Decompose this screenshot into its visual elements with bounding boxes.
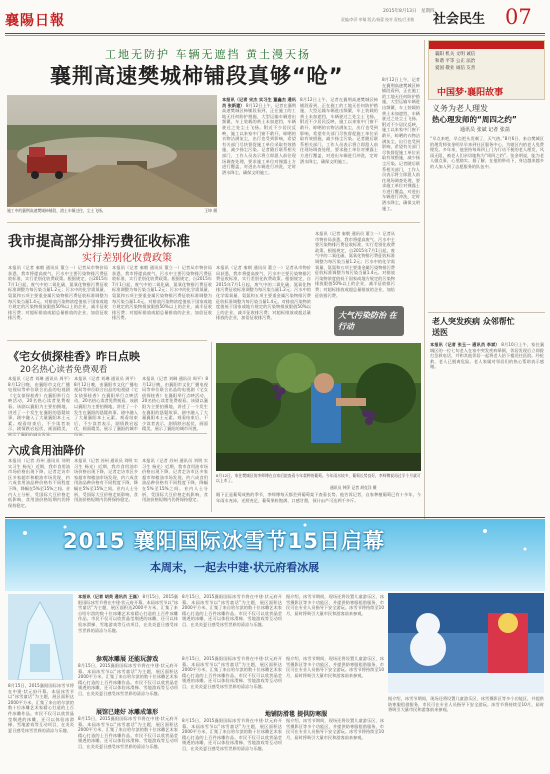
- oil-headline: 六成食用油降价: [8, 444, 85, 457]
- ice-body-col3c: 据介绍，冰雪节期间，现场还将设置儿童游乐区、冰雪摄影区等多个功能区，并提供防寒服租借服务，市民可在专业人员指导下安全游玩。冰雪节将持续至10月，届时将吸引大量市民和游客前来参观。: [286, 718, 384, 740]
- dusty-road-trucks-image: [7, 95, 217, 207]
- sidebar-ad: [428, 40, 545, 100]
- drama-body-col3: 本报讯（记者 刘琳 通讯员 周平）8月12日晚，由襄阳市文化广播电视局等单位联合出品的电视剧《宅女侦探桂香》在襄阳举行点映活动，20名热心读者免费观看。该剧以襄阳为主要拍摄地，讲述了一个发生在襄阳的悬疑故事，剧中融入了大量襄阳本土元素。观看结束后，不少读者表示，剧情跌宕起伏，画面精美，展示了襄阳的城市风貌。: [142, 376, 208, 432]
- ice-byline: 本报讯（记者 胡英 通讯员 王磊）: [78, 594, 142, 599]
- ice-body-col4: 据介绍，冰雪节期间，现场还将设置儿童游乐区、冰雪摄影区等多个功能区，并提供防寒服租借服务，市民可在专业人员指导下安全游玩。冰雪节将持续至10月，届时将吸引大量市民和游客前来参观。: [388, 696, 544, 713]
- lead-divider: [7, 222, 420, 223]
- column-rule-mid: [211, 342, 212, 512]
- oil-body-col1: 本报讯（记者 苏州 通讯员 刘明 实习生 杨光）近期，我市食用油市场价格出现下降，记者走访市区多家超市和粮油市场发现，约六成食用油品种价格有不同程度下降，降幅在5%至15%之间。业内人士分析，受国际大豆价格走低影响，食用油价格短期内仍将保持稳定。: [8, 458, 70, 508]
- fees-divider: [7, 340, 207, 341]
- ad-item: 襄阳 机关 文明 诚信: [435, 52, 476, 57]
- ice-headline: 2015 襄阳国际冰雪节15日启幕: [63, 529, 385, 553]
- lead-headline: 襄荆高速樊城柿铺段真够“呛”: [50, 64, 344, 88]
- lead-body-col1: [222, 97, 296, 217]
- ice-body-col2b: 8月15日，2015襄阳国际冰雪节将在中建·状元府开幕。本届冰雪节以“冰雪童话”为主题，展区面积达2000平方米，汇集了来自哈尔滨的数十位冰雕艺术家精心打造的上百件冰雕作品。市民不仅可以欣赏晶莹剔透的冰雕，还可以体验冰滑梯、雪地游戏等互动项目，在炎炎夏日感受冰雪世界的清凉与乐趣。: [182, 656, 282, 689]
- ice-festival-banner: [5, 519, 545, 591]
- lead-body-col2: 8月12日上午，记者在襄荆高速樊城区柿铺段看到，正在施工的工地无任何防护措施，大型运输车辆进出频繁，车上装载的黄土未加遮挡，车辆驶过之处尘土飞扬。附近不少居民反映，施工以来家中门窗不敢开，晾晒的衣物沾满灰尘，出行也受到影响，希望有关部门尽快督促施工单位采取有效措施，减少扬尘污染。记者随后联系相关部门，工作人员表示将立即派人前往现场调查处理，要求施工单位对裸露土方进行覆盖，对进出车辆进行冲洗，定时洒水降尘，确保文明施工。: [300, 97, 378, 164]
- ice-subhead: 本周末，一起去中建·状元府看冰展: [150, 561, 320, 574]
- grape-story-body: 眼下正是葡萄成熟的季节，李师傅每天都会到葡萄架下查看长势。他告诉记者，自家种植葡萄已有十多年，今年雨水充沛，光照充足，葡萄果粒饱满、口感甘甜，预计亩产可达两千多斤。: [216, 492, 421, 503]
- drama-subhead: 20名热心读者免费观看: [20, 365, 108, 375]
- fees-headline: 我市提高部分排污费征收标准: [8, 234, 190, 250]
- grape-photo-credit: 通讯员 钟萍 记者 胡克洋 摄: [330, 485, 377, 490]
- lead-photo: [7, 95, 217, 207]
- issue-date: [383, 8, 434, 14]
- feat1-byline: 通讯员 张斌 记者 张菡: [460, 127, 510, 133]
- caption-credit: 王坤 摄: [204, 208, 217, 213]
- ad-list: [435, 51, 475, 72]
- masthead-rule-thin: [5, 35, 545, 36]
- ad-banner: [429, 41, 544, 49]
- fees-body-col2: 本报讯（记者 秦朝 通讯员 董立一）记者从市物价局获悉，我市将提高废气、污水中主要污染物排污费征收标准，实行差别化收费政策。根据规定，自2015年7月1日起，废气中的二氧化硫、氮氧化物排污费征收标准调整为每污染当量1.2元；污水中的化学需氧量、氨氮和五项主要重金属污染物排污费征收标准调整为每污染当量1.4元。对排放污染物浓度值低于国家或地方规定的污染物排放限值50%以上的企业，减半征收排污费；对超标排放或超总量排放的企业，加倍征收排污费。: [112, 265, 212, 321]
- feat2-body: [430, 342, 544, 512]
- section-title: 社会民生: [433, 12, 486, 27]
- badge-label: 大气污染防治 在行动: [338, 311, 397, 331]
- ad-title: 中国梦·襄阳故事: [437, 88, 504, 98]
- masthead-rule: [5, 33, 545, 34]
- newspaper-logo: 襄陽日報: [5, 13, 65, 29]
- ice-body-col3b: 据介绍，冰雪节期间，现场还将设置儿童游乐区、冰雪摄影区等多个功能区，并提供防寒服租借服务，市民可在专业人员指导下安全游玩。冰雪节将持续至10月，届时将吸引大量市民和游客前来参观。: [286, 656, 384, 678]
- weekday-text: 星期四: [420, 9, 435, 14]
- fees-body-col4: 本报讯（记者 秦朝 通讯员 董立一）记者从市物价局获悉，我市将提高废气、污水中主要污染物排污费征收标准，实行差别化收费政策。根据规定，自2015年7月1日起，废气中的二氧化硫、氮氧化物排污费征收标准调整为每污染当量1.2元；污水中的化学需氧量、氨氮和五项主要重金属污染物排污费征收标准调整为每污染当量1.4元。对排放污染物浓度值低于国家或地方规定的污染物排放限值50%以上的企业，减半征收排污费；对超标排放或超总量排放的企业，加倍征收排污费。: [315, 231, 395, 298]
- masthead: [5, 5, 545, 31]
- fees-body-col1: 本报讯（记者 秦朝 通讯员 董立一）记者从市物价局获悉，我市将提高废气、污水中主要污染物排污费征收标准，实行差别化收费政策。根据规定，自2015年7月1日起，废气中的二氧化硫、氮氧化物排污费征收标准调整为每污染当量1.2元；污水中的化学需氧量、氨氮和五项主要重金属污染物排污费征收标准调整为每污染当量1.4元。对排放污染物浓度值低于国家或地方规定的污染物排放限值50%以上的企业，减半征收排污费；对超标排放或超总量排放的企业，加倍征收排污费。: [8, 265, 108, 321]
- oil-body-col2: 本报讯（记者 苏州 通讯员 刘明 实习生 杨光）近期，我市食用油市场价格出现下降，记者走访市区多家超市和粮油市场发现，约六成食用油品种价格有不同程度下降，降幅在5%至15%之间。业内人士分析，受国际大豆价格走低影响，食用油价格短期内仍将保持稳定。: [74, 458, 138, 503]
- ice-sculpture-image: [8, 594, 73, 680]
- feat2-byline: 本报讯（记者 张玉一 通讯员 李斌）: [430, 342, 500, 347]
- grape-photo-caption: 8月12日，家住樊城区的李师傅在自家后院查看今年栽种的葡萄。今年雨水较多，葡萄长势良好，李师傅说再过半个月就可以上市了。: [216, 473, 421, 483]
- lead-kicker: 工地无防护 车辆无遮挡 黄土漫天扬: [105, 48, 311, 61]
- ice-top-rule: [5, 517, 545, 518]
- page-number: 07: [505, 5, 532, 29]
- ice-body-col1c: 8月15日，2015襄阳国际冰雪节将在中建·状元府开幕。本届冰雪节以“冰雪童话”为主题，展区面积达2000平方米，汇集了来自哈尔滨的数十位冰雕艺术家精心打造的上百件冰雕作品。市民不仅可以欣赏晶莹剔透的冰雕，还可以体验冰滑梯、雪地游戏等互动项目，在炎炎夏日感受冰雪世界的清凉与乐趣。: [78, 716, 178, 749]
- oil-body-col3: 本报讯（记者 苏州 通讯员 刘明 实习生 杨光）近期，我市食用油市场价格出现下降，记者走访市区多家超市和粮油市场发现，约六成食用油品种价格有不同程度下降，降幅在5%至15%之间。业内人士分析，受国际大豆价格走低影响，食用油价格短期内仍将保持稳定。: [142, 458, 208, 503]
- lead-body-col3: 8月12日上午，记者在襄荆高速樊城区柿铺段看到，正在施工的工地无任何防护措施，大型运输车辆进出频繁，车上装载的黄土未加遮挡，车辆驶过之处尘土飞扬。附近不少居民反映，施工以来家中门窗不敢开，晾晒的衣物沾满灰尘，出行也受到影响，希望有关部门尽快督促施工单位采取有效措施，减少扬尘污染。记者随后联系相关部门，工作人员表示将立即派人前往现场调查处理，要求施工单位对裸露土方进行覆盖，对进出车辆进行冲洗，定时洒水降尘，确保文明施工。: [382, 77, 420, 211]
- drama-body-col1: 本报讯（记者 刘琳 通讯员 周平）8月12日晚，由襄阳市文化广播电视局等单位联合出品的电视剧《宅女侦探桂香》在襄阳举行点映活动，20名热心读者免费观看。该剧以襄阳为主要拍摄地，讲述了一个发生在襄阳的悬疑故事，剧中融入了大量襄阳本土元素。观看结束后，不少读者表示，剧情跌宕起伏，画面精美，: [8, 376, 70, 432]
- pollution-badge: [334, 306, 404, 336]
- drama-body-col2: 本报讯（记者 刘琳 通讯员 周平）8月12日晚，由襄阳市文化广播电视局等单位联合出品的电视剧《宅女侦探桂香》在襄阳举行点映活动，20名热心读者免费观看。该剧以襄阳为主要拍摄地，讲述了一个发生在襄阳的悬疑故事，剧中融入了大量襄阳本土元素。观看结束后，不少读者表示，剧情跌宕起伏，画面精美，展示了襄阳的城市: [74, 376, 138, 432]
- ice-subhead-c: 地铺防滑毯 提供防寒服: [265, 711, 328, 718]
- ad-item: 和谐 平等 公正 法治: [435, 59, 476, 64]
- ice-body-col2c: 8月15日，2015襄阳国际冰雪节将在中建·状元府开幕。本届冰雪节以“冰雪童话”为主题，展区面积达2000平方米，汇集了来自哈尔滨的数十位冰雕艺术家精心打造的上百件冰雕作品。市民不仅可以欣赏晶莹剔透的冰雕，还可以体验冰滑梯、雪地游戏等互动项目，在炎炎夏日感受冰雪世界的清凉与乐趣。: [182, 718, 282, 751]
- sidebar-divider: [428, 312, 545, 313]
- ice-subhead-a: 参观冰雕展 还能玩游戏: [96, 656, 159, 663]
- fees-body-col3: 本报讯（记者 秦朝 通讯员 董立一）记者从市物价局获悉，我市将提高废气、污水中主要污染物排污费征收标准，实行差别化收费政策。根据规定，自2015年7月1日起，废气中的二氧化硫、氮氧化物排污费征收标准调整为每污染当量1.2元；污水中的化学需氧量、氨氮和五项主要重金属污染物排污费征收标准调整为每污染当量1.4元。对排放污染物浓度值低于国家或地方规定的污染物排放限值50%以上的企业，减半征收排污费；对超标排放或超总量排放的企业，加倍征收排污费。: [216, 265, 311, 321]
- ice-body-text: 8月15日，2015襄阳国际冰雪节将在中建·状元府开幕。本届冰雪节以“冰雪童话”为主题，展区面积达2000平方米，汇集了来自哈尔滨的数十位冰雕艺术家精心打造的上百件冰雕作品。市民不仅可以欣赏晶莹剔透的冰雕，还可以体验冰滑梯、雪地游戏等互动项目，在炎炎夏日感受冰雪世界的清凉与乐趣。: [78, 594, 178, 633]
- ice-sculpture-photo: [8, 594, 73, 680]
- lead-body-text: 8月12日上午，记者在襄荆高速樊城区柿铺段看到，正在施工的工地无任何防护措施，大型运输车辆进出频繁，车上装载的黄土未加遮挡，车辆驶过之处尘土飞扬。附近不少居民反映，施工以来家中门窗不敢开，晾晒的衣物沾满灰尘，出行也受到影响，希望有关部门尽快督促施工单位采取有效措施，减少扬尘污染。记者随后联系相关部门，工作人员表示将立即派人前往现场调查处理，要求施工单位对裸露土方进行覆盖，对进出车辆进行冲洗，定时洒水降尘，确保文明施工。: [222, 102, 296, 175]
- editors-line: 责编/李萍 审稿 版式/杨蕾 校对 责校/吕亚敏: [341, 17, 415, 22]
- sidebar-rule: [424, 40, 425, 520]
- ice-body-col1b: 8月15日，2015襄阳国际冰雪节将在中建·状元府开幕。本届冰雪节以“冰雪童话”为主题，展区面积达2000平方米，汇集了来自哈尔滨的数十位冰雕艺术家精心打造的上百件冰雕作品。市民不仅可以欣赏晶莹剔透的冰雕，还可以体验冰滑梯、雪地游戏等互动项目，在炎炎夏日感受冰雪世界的清凉与乐趣。: [78, 663, 178, 696]
- ad-item: 爱国 敬业 诚信 友善: [435, 66, 476, 71]
- drama-divider: [7, 433, 207, 434]
- feat2-body-text: 8月10日上午，家住襄城区的一位七旬老人在家中突发疾病晕倒，邻居发现后立即拨打急救电话，并和其他邻居一起将老人抬下楼送往医院。经抢救，老人已脱离危险。老人家属对邻居们的热心帮助表示感谢。: [430, 342, 544, 370]
- feat2-headline: 老人突发疾病 众邻帮忙送医: [432, 317, 515, 337]
- fees-subhead: 实行差别化收费政策: [82, 253, 172, 264]
- ice-subhead-b: 展馆已建好 冰雕成雏形: [96, 709, 159, 716]
- snowman-display-image: [388, 593, 544, 693]
- ice-left-body: 8月15日，2015襄阳国际冰雪节将在中建·状元府开幕。本届冰雪节以“冰雪童话”为主题，展区面积达2000平方米，汇集了来自哈尔滨的数十位冰雕艺术家精心打造的上百件冰雕作品。市民不仅可以欣赏晶莹剔透的冰雕，还可以体验冰滑梯、雪地游戏等互动项目，在炎炎夏日感受冰雪世界的清凉与乐趣。: [8, 683, 74, 733]
- vineyard-man-image: [216, 343, 421, 471]
- ice-body-col3: 据介绍，冰雪节期间，现场还将设置儿童游乐区、冰雪摄影区等多个功能区，并提供防寒服租借服务，市民可在专业人员指导下安全游玩。冰雪节将持续至10月，届时将吸引大量市民和游客前来参观。: [286, 594, 384, 616]
- drama-headline: 《宅女侦探桂香》昨日点映: [8, 350, 140, 363]
- date-text: 2015年8月13日: [383, 9, 417, 14]
- grape-photo: [216, 343, 421, 471]
- feat1-headline: 热心理发师的“周四之约”: [432, 115, 517, 124]
- caption-text: 施工中的襄荆高速樊城柿铺段，渣土车辆过往，尘土飞扬。: [7, 208, 106, 213]
- lead-photo-caption: [7, 208, 217, 214]
- lead-byline: 本报讯（记者 宋杰 实习生 董鑫杰 通讯员 张新建）: [222, 97, 296, 108]
- ice-body-col2: 8月15日，2015襄阳国际冰雪节将在中建·状元府开幕。本届冰雪节以“冰雪童话”为主题，展区面积达2000平方米，汇集了来自哈尔滨的数十位冰雕艺术家精心打造的上百件冰雕作品。市民不仅可以欣赏晶莹剔透的冰雕，还可以体验冰滑梯、雪地游戏等互动项目，在炎炎夏日感受冰雪世界的清凉与乐趣。: [182, 594, 282, 627]
- feat1-kicker: 义务为老人理发: [432, 104, 488, 113]
- feat1-body: “早点来吧，早点把头发剃了，天气热。”8月6日，来自樊城区的理发师张金明早早来到社区服务中心，为辖区内的老人免费理发。多年来，他坚持每周四上门为行动不便的老人理发，风雨无阻，被老人们亲切地称为“周四之约”。张金明说，能为老人做点事，心里踏实。据了解，在他的带动下，身边越来越多的人加入到了志愿服务的队伍中。: [430, 136, 544, 169]
- snowman-photo: [388, 593, 544, 693]
- ice-body-col1: [78, 594, 178, 652]
